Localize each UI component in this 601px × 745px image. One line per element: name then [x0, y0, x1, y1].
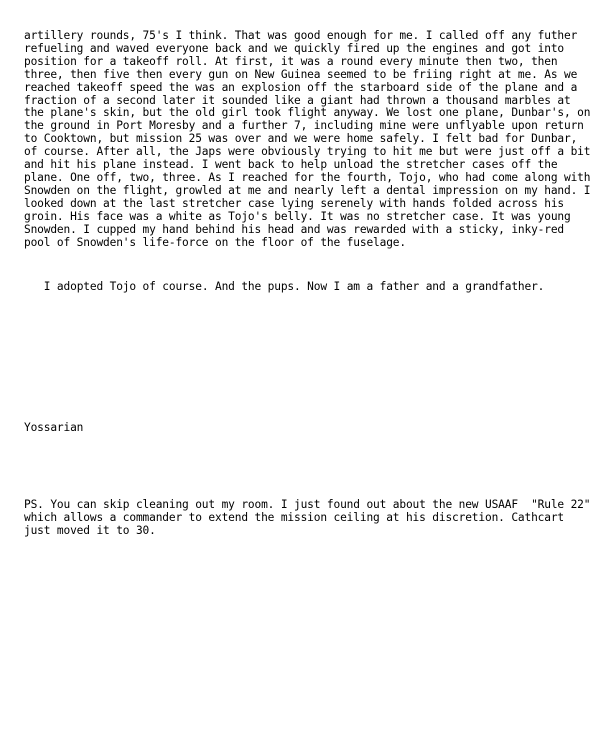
body-paragraph-1: artillery rounds, 75's I think. That was good enough for me. I called off any futher refueling and waved everyone back and we quickly fired up the engines and got into position for a takeoff roll. At first, it was a round every minute then two, then three, then five then every gun on New Guinea seemed to be friing right at me. As we reached takeoff speed the was an explosion off the starboard side of the plane and a fraction of a second later it sounded like a giant had thrown a thousand marbles at the plane's skin, but the old girl took flight anyway. We lost one plane, Dunbar's, on the ground in Port Moresby and a further 7, including mine were unflyable upon return to Cooktown, but mission 25 was over and we were home safely. I felt bad for Dunbar, of course. After all, the Japs were obviously trying to hit me but were just off a bit and hit his plane instead. I went back to help unload the stretcher cases off the plane. One off, two, three. As I reached for the fourth, Tojo, who had come along with Snowden on the flight, growled at me and nearly left a dental impression on my hand. I looked down at the last stretcher case lying serenely with hands folded across his groin. His face was a white as Tojo's belly. It was no stretcher case. It was young Snowden. I cupped my hand behind his head and was rewarded with a sticky, inky-red pool of Snowden's life-force on the floor of the fuselage. — [24, 29, 597, 249]
signature-spacer — [24, 294, 594, 422]
postscript: PS. You can skip cleaning out my room. I just found out about the new USAAF "Rule 22" which allows a commander to extend the mission ceiling at his discretion. Cathcart just moved it to 30. — [24, 498, 597, 538]
paragraph-spacer — [24, 249, 594, 281]
signature: Yossarian — [24, 421, 84, 435]
body-paragraph-2: I adopted Tojo of course. And the pups. Now I am a father and a grandfather. — [24, 280, 545, 294]
letter-page — [24, 29, 597, 538]
postscript-spacer — [24, 435, 594, 499]
